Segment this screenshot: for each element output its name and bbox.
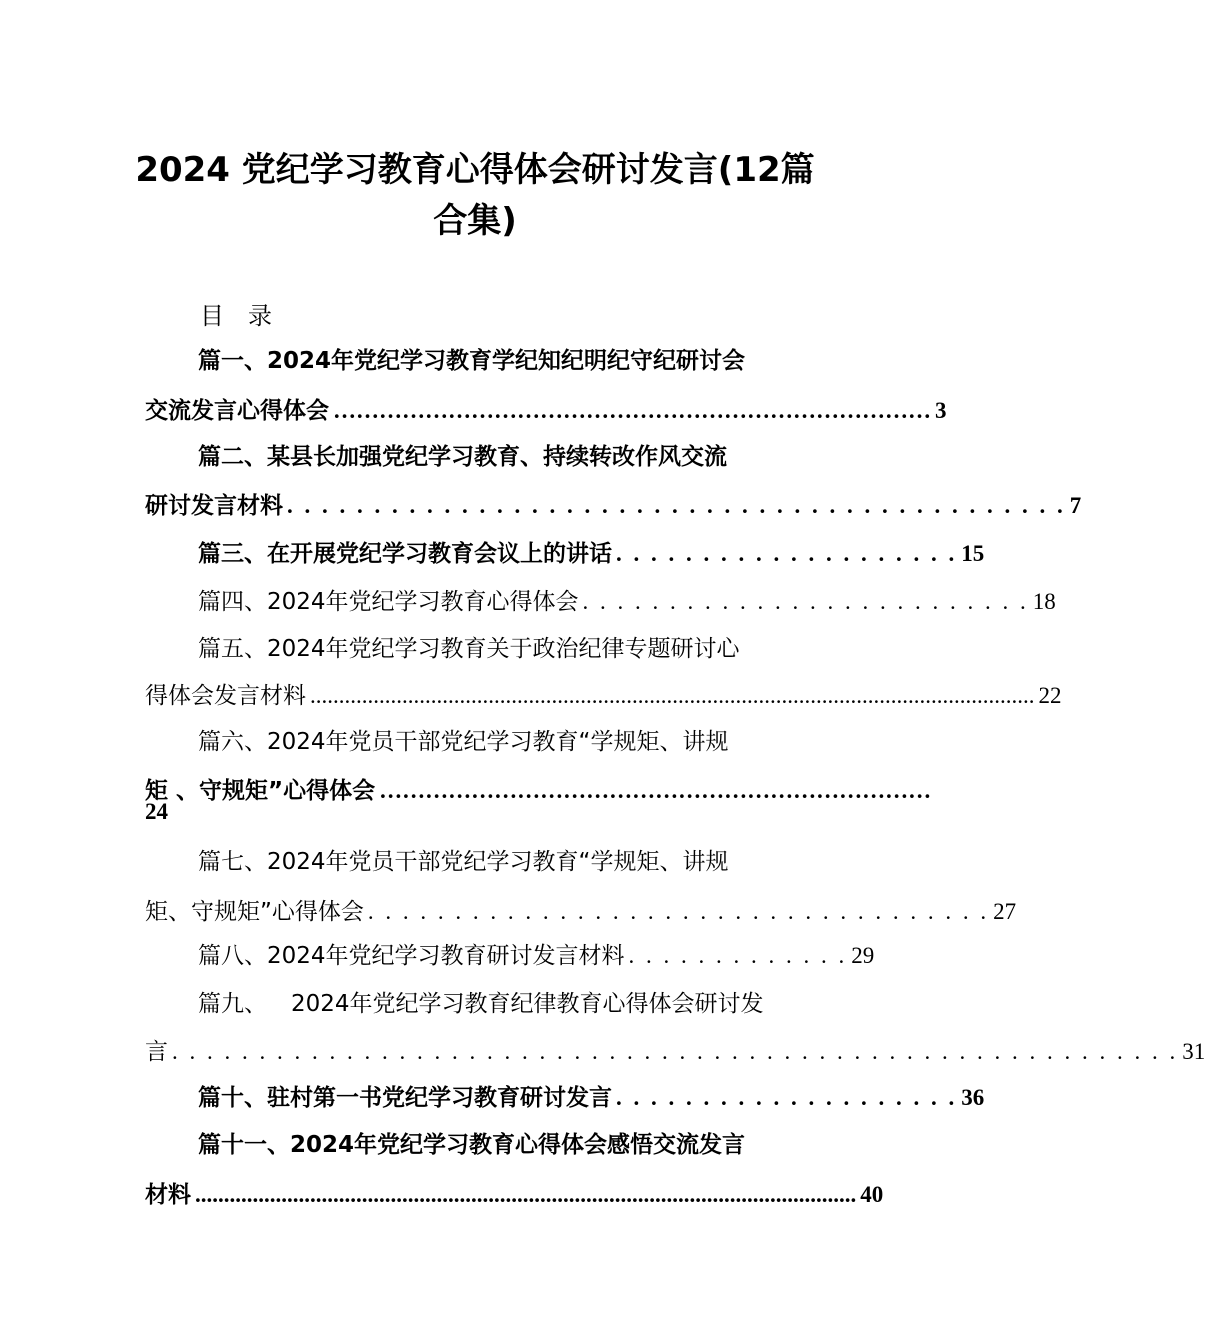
toc-entry-7-line1[interactable] bbox=[198, 843, 805, 876]
dot-leader: ................................................................................................................... bbox=[195, 1182, 857, 1207]
toc-entry-11-line1[interactable] bbox=[198, 1126, 805, 1159]
toc-entry-11-line2[interactable] bbox=[145, 1176, 884, 1209]
toc-entry-7-line2[interactable] bbox=[145, 893, 1017, 926]
toc-entry-title: 2024年党纪学习教育研讨发言材料 bbox=[267, 943, 625, 969]
toc-entry-6-line1[interactable] bbox=[198, 723, 805, 756]
toc-page-number: 24 bbox=[145, 799, 168, 824]
toc-entry-title: 2024年党纪学习教育学纪知纪明纪守纪研讨会 bbox=[267, 348, 746, 374]
toc-entry-title: 2024年党纪学习教育纪律教育心得体会研讨发 bbox=[291, 991, 764, 1017]
dot-leader: . . . . . . . . . . . . . bbox=[628, 943, 848, 968]
toc-entry-5-line2[interactable] bbox=[145, 677, 1062, 710]
toc-entry-title: 驻村第一书党纪学习教育研讨发言 bbox=[267, 1085, 612, 1111]
toc-entry-2-line1[interactable] bbox=[198, 438, 805, 471]
toc-entry-prefix: 篇四、 bbox=[198, 589, 267, 615]
dot-leader: …………………………………………………………………… bbox=[333, 398, 931, 423]
toc-entry-title-cont: 材料 bbox=[145, 1182, 191, 1208]
toc-page-number: 36 bbox=[961, 1085, 985, 1110]
toc-entry-title-cont: 交流发言心得体会 bbox=[145, 398, 329, 424]
dot-leader: ……………………………………………………………… bbox=[379, 778, 932, 803]
toc-entry-3[interactable] bbox=[198, 535, 985, 568]
toc-entry-10[interactable] bbox=[198, 1079, 985, 1112]
toc-page-number: 29 bbox=[851, 943, 875, 968]
toc-entry-title: 2024年党员干部党纪学习教育“学规矩、讲规 bbox=[267, 729, 729, 755]
toc-entry-8[interactable] bbox=[198, 937, 875, 970]
toc-entry-1-line2[interactable] bbox=[145, 392, 947, 425]
dot-leader: . . . . . . . . . . . . . . . . . . . . . . . . . . . . . . . . . . . . bbox=[367, 899, 990, 924]
toc-entry-prefix: 篇九、 bbox=[198, 991, 267, 1017]
document-title-line1: 2024 党纪学习教育心得体会研讨发言(12篇 bbox=[135, 150, 815, 190]
toc-page-number: 40 bbox=[860, 1182, 884, 1207]
toc-entry-title-cont: 矩、守规矩”心得体会 bbox=[145, 899, 364, 925]
toc-entry-title-cont: 研讨发言材料 bbox=[145, 493, 283, 519]
dot-leader: . . . . . . . . . . . . . . . . . . . . . . . . . . . . . . . . . . . . . . . . . . . . . bbox=[287, 493, 1066, 518]
toc-entry-prefix: 篇十一、 bbox=[198, 1132, 290, 1158]
toc-entry-prefix: 篇七、 bbox=[198, 849, 267, 875]
toc-page-number: 27 bbox=[993, 899, 1017, 924]
toc-entry-4[interactable] bbox=[198, 583, 1056, 616]
toc-entry-5-line1[interactable] bbox=[198, 630, 805, 663]
toc-page-number: 7 bbox=[1069, 493, 1082, 518]
toc-entry-title-cont: 矩 、守规矩”心得体会 bbox=[145, 778, 376, 804]
toc-entry-9-line2[interactable] bbox=[145, 1033, 1205, 1066]
toc-entry-6-line3[interactable] bbox=[145, 799, 805, 825]
toc-heading: 目 录 bbox=[200, 302, 272, 330]
dot-leader: . . . . . . . . . . . . . . . . . . . . bbox=[616, 1085, 958, 1110]
toc-entry-title: 2024年党纪学习教育关于政治纪律专题研讨心 bbox=[267, 636, 740, 662]
toc-entry-title: 2024年党员干部党纪学习教育“学规矩、讲规 bbox=[267, 849, 729, 875]
toc-entry-prefix: 篇八、 bbox=[198, 943, 267, 969]
dot-leader: . . . . . . . . . . . . . . . . . . . . . . . . . . . . . . . . . . . . . . . . . . . . . . . . . . . . . . . . . . bbox=[172, 1039, 1179, 1064]
toc-entry-2-line2[interactable] bbox=[145, 487, 1082, 520]
toc-entry-title: 2024年党纪学习教育心得体会感悟交流发言 bbox=[290, 1132, 746, 1158]
toc-page-number: 31 bbox=[1182, 1039, 1205, 1064]
toc-entry-9-line1[interactable] bbox=[198, 985, 805, 1018]
toc-entry-title-cont: 得体会发言材料 bbox=[145, 683, 306, 709]
dot-leader: . . . . . . . . . . . . . . . . . . . . . . . . . . bbox=[582, 589, 1029, 614]
toc-entry-prefix: 篇三、 bbox=[198, 541, 267, 567]
toc-entry-title-cont: 言 bbox=[145, 1039, 168, 1065]
dot-leader: .............................................................................................................................. bbox=[310, 683, 1035, 708]
toc-entry-prefix: 篇二、 bbox=[198, 444, 267, 470]
toc-page-number: 18 bbox=[1032, 589, 1056, 614]
toc-page-number: 3 bbox=[935, 398, 947, 423]
document-title-line2: 合集) bbox=[433, 201, 517, 241]
toc-page-number: 22 bbox=[1038, 683, 1062, 708]
toc-entry-prefix: 篇六、 bbox=[198, 729, 267, 755]
dot-leader: . . . . . . . . . . . . . . . . . . . . bbox=[616, 541, 958, 566]
toc-entry-title: 在开展党纪学习教育会议上的讲话 bbox=[267, 541, 612, 567]
toc-entry-prefix: 篇一、 bbox=[198, 348, 267, 374]
toc-entry-prefix: 篇五、 bbox=[198, 636, 267, 662]
toc-entry-title: 某县长加强党纪学习教育、持续转改作风交流 bbox=[267, 444, 727, 470]
toc-entry-1-line1[interactable] bbox=[198, 342, 805, 375]
toc-entry-title: 2024年党纪学习教育心得体会 bbox=[267, 589, 579, 615]
toc-page-number: 15 bbox=[961, 541, 985, 566]
toc-entry-prefix: 篇十、 bbox=[198, 1085, 267, 1111]
